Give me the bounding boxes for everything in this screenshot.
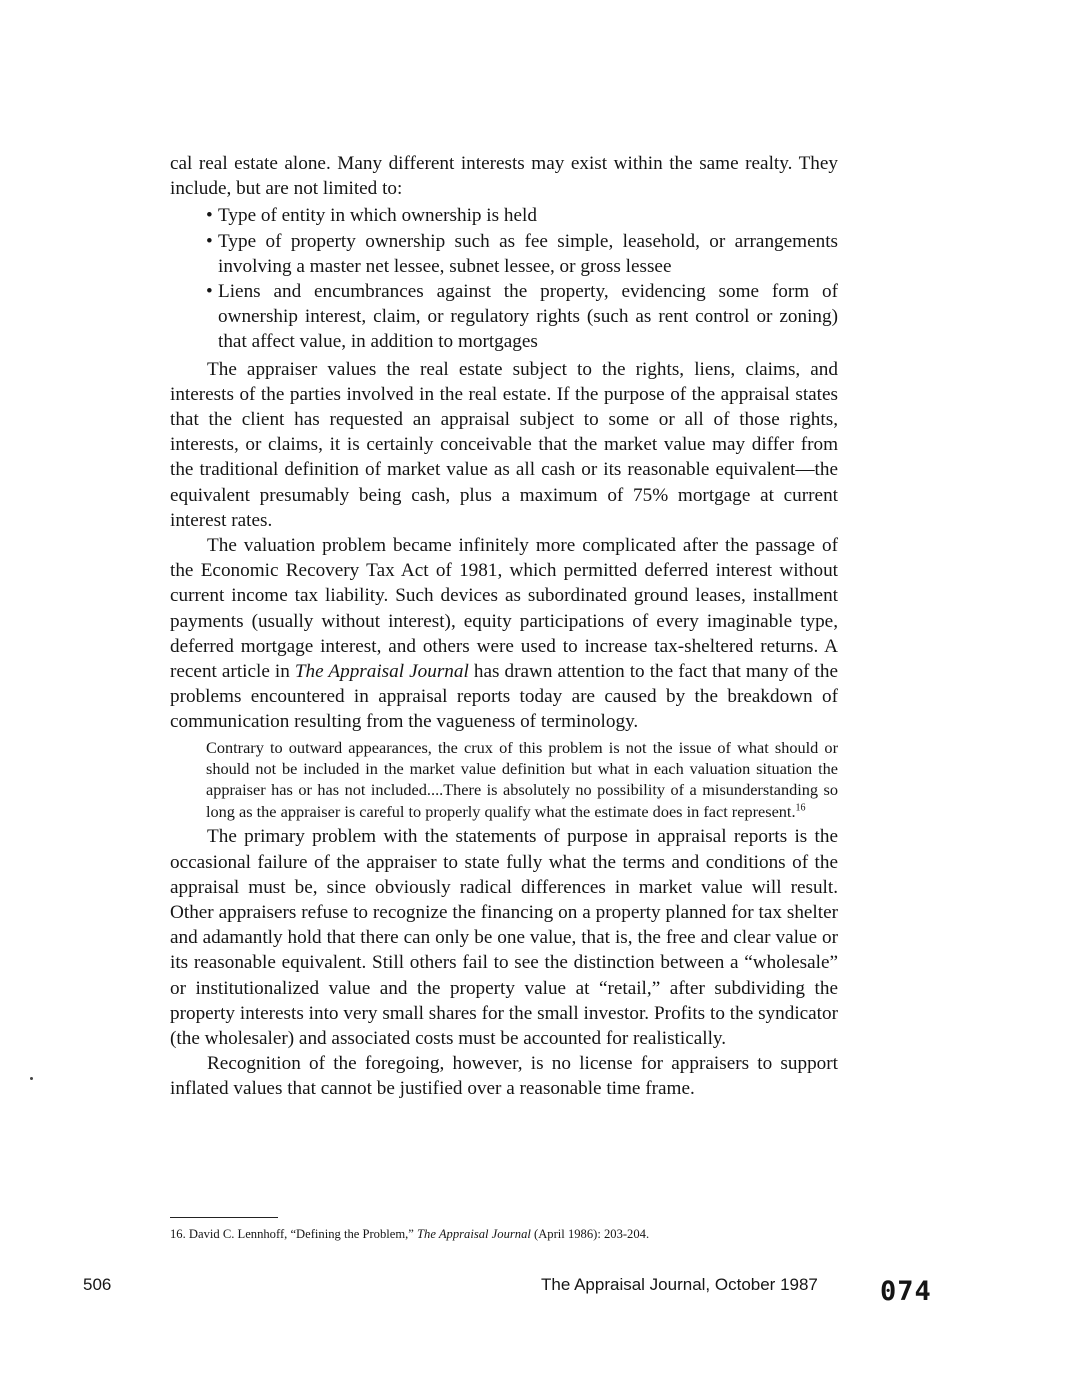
footnote (170, 1226, 870, 1242)
paragraph-continued: cal real estate alone. Many different interests may exist within the same realty. They include, but are not limited to: (170, 153, 838, 200)
bullet-symbol: • (206, 281, 213, 303)
scan-speck (30, 1077, 33, 1080)
bullet-text: Type of entity in which ownership is held (218, 205, 537, 227)
paragraph: The appraiser values the real estate subject to the rights, liens, claims, and interests of the parties involved in the real estate. If the purpose of the appraisal states that the client has requested an appraisal subject to some or all of those rights, interests, or claims, it is certainly conceivable that the market value may differ from the traditional definition of market value as all cash or its reasonable equivalent—the equivalent presumably being cash, plus a maximum of 75% mortgage at current interest rates. (170, 358, 838, 531)
bullet-list (170, 203, 838, 354)
footnote-divider (170, 1217, 278, 1218)
bullet-text: Type of property ownership such as fee simple, leasehold, or arrangements involving a master net lessee, subnet lessee, or gross lessee (218, 230, 838, 277)
bullet-item (170, 203, 838, 228)
bates-stamp: 074 (880, 1276, 932, 1307)
footnote-text: 16. David C. Lennhoff, “Defining the Problem,” (170, 1227, 418, 1241)
footnote-text: (April 1986): 203-204. (530, 1227, 650, 1241)
paragraph: Recognition of the foregoing, however, is no license for appraisers to support inflated values that cannot be justified over a reasonable time frame. (170, 1053, 838, 1100)
page-number: 506 (83, 1275, 112, 1294)
footnote-journal: The Appraisal Journal (417, 1227, 531, 1241)
bullet-text: Liens and encumbrances against the property, evidencing some form of ownership interest, claim, or regulatory rights (such as rent control or zoning) that affect value, in addition to mortgages (218, 281, 838, 353)
bullet-symbol: • (206, 205, 213, 227)
journal-title: The Appraisal Journal (294, 661, 469, 683)
paragraph (170, 533, 838, 735)
paragraph: The primary problem with the statements of purpose in appraisal reports is the occasional failure of the appraiser to state fully what the terms and conditions of the appraisal must be, since obviously radical differences in market value will result. Other appraisers refuse to recognize the financing on a property planned for tax shelter and adamantly hold that there can only be one value, that is, the free and clear value or its reasonable equivalent. Still others fail to see the distinction between a “wholesale” or institutionalized value and the property value at “retail,” after subdividing the property interests into very small shares for the small investor. Profits to the syndicator (the wholesaler) and associated costs must be accounted for realistically. (170, 826, 838, 1049)
bullet-item (170, 229, 838, 279)
running-title: The Appraisal Journal, October 1987 (541, 1275, 818, 1294)
quote-text: Contrary to outward appearances, the crux of this problem is not the issue of what should or should not be included in the market value definition but what in each valuation situation the appraiser has or has not included....There is absolutely no possibility of a misunderstanding so long as the appraiser is careful to properly qualify what the estimate does in fact represent. (206, 737, 838, 821)
body-column (170, 151, 838, 1102)
bullet-item (170, 279, 838, 355)
footnote-reference: 16 (795, 802, 806, 814)
paragraph-text: The valuation problem became infinitely more complicated after the passage of the Economic Recovery Tax Act of 1981, which permitted deferred interest without current income tax liability. Such devices as subordinated ground leases, installment payments (usually without interest), equity participations of every imaginable type, deferred mortgage interest, and others were used to increase tax-sheltered returns. A recent article in (170, 535, 838, 683)
bullet-symbol: • (206, 230, 213, 252)
paragraph-text: has drawn attention to the fact that many of the problems encountered in appraisal reports today are caused by the breakdown of communication resulting from the vagueness of terminology. (170, 661, 838, 733)
block-quote (206, 737, 838, 823)
